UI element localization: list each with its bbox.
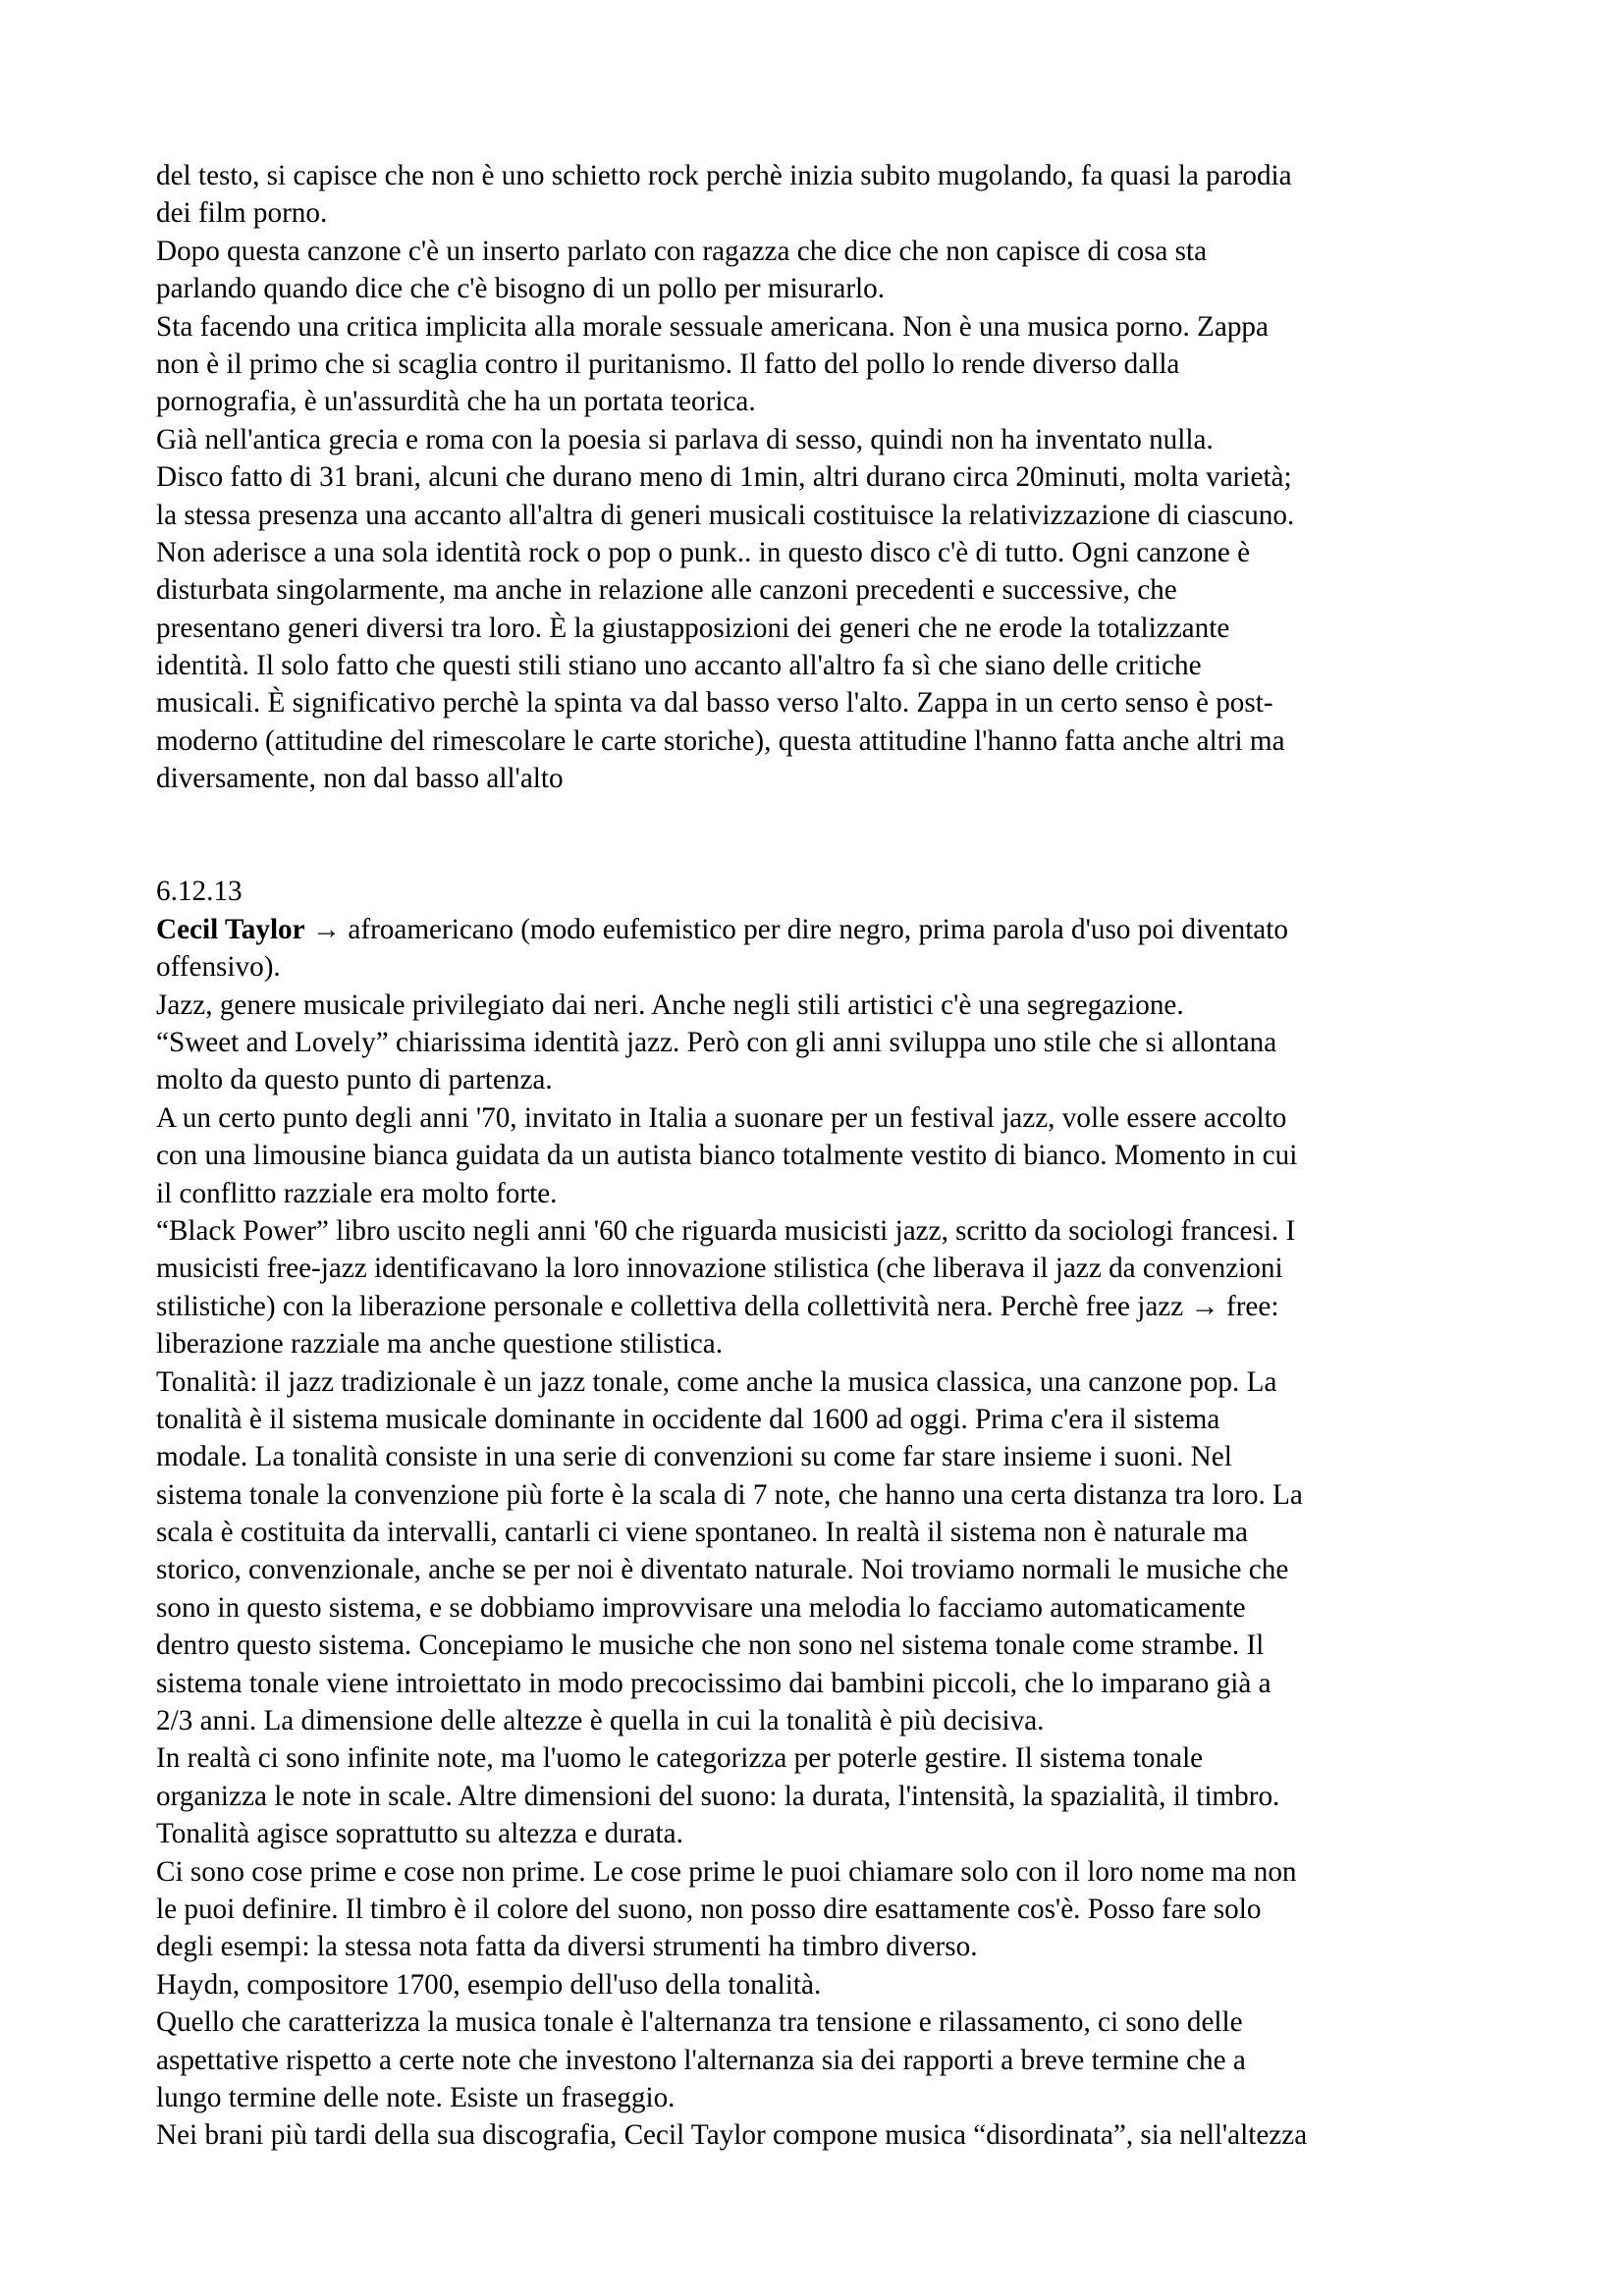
text-line: sono in questo sistema, e se dobbiamo improvvisare una melodia lo facciamo automaticamente — [156, 1591, 1246, 1624]
text-line: tonalità è il sistema musicale dominante in occidente dal 1600 ad oggi. Prima c'era il sistema — [156, 1403, 1220, 1435]
section-body — [156, 948, 1491, 2155]
text-line: il conflitto razziale era molto forte. — [156, 1177, 558, 1209]
text-line: Nei brani più tardi della sua discografia, Cecil Taylor compone musica “disordinata”, sia nell'altezza — [156, 2119, 1308, 2152]
lecture-date: 6.12.13 — [156, 876, 243, 908]
text-line: la stessa presenza una accanto all'altra di generi musicali costituisce la relativizzazione di ciascuno. — [156, 499, 1295, 531]
heading-rest: → afroamericano (modo eufemistico per dire negro, prima parola d'uso poi diventato — [304, 913, 1288, 945]
document-body — [156, 157, 1491, 2155]
text-line: In realtà ci sono infinite note, ma l'uomo le categorizza per poterle gestire. Il sistema tonale — [156, 1742, 1204, 1775]
text-line: pornografia, è un'assurdità che ha un portata teorica. — [156, 386, 756, 418]
text-line: “Black Power” libro uscito negli anni '60 che riguarda musicisti jazz, scritto da sociologi francesi. I — [156, 1214, 1296, 1247]
text-line: Dopo questa canzone c'è un inserto parlato con ragazza che dice che non capisce di cosa sta — [156, 235, 1208, 267]
text-line: le puoi definire. Il timbro è il colore del suono, non posso dire esattamente cos'è. Posso fare solo — [156, 1893, 1262, 1925]
heading-name: Cecil Taylor — [156, 913, 305, 945]
text-line: Disco fatto di 31 brani, alcuni che durano meno di 1min, altri durano circa 20minuti, molta varietà; — [156, 461, 1292, 494]
text-line: modale. La tonalità consiste in una serie di convenzioni su come far stare insieme i suoni. Nel — [156, 1441, 1232, 1473]
text-line: aspettative rispetto a certe note che investono l'alternanza sia dei rapporti a breve termine che a — [156, 2044, 1246, 2076]
text-line: sistema tonale la convenzione più forte è la scala di 7 note, che hanno una certa distanza tra loro. La — [156, 1478, 1303, 1511]
text-line: 2/3 anni. La dimensione delle altezze è quella in cui la tonalità è più decisiva. — [156, 1705, 1045, 1737]
text-line: lungo termine delle note. Esiste un fraseggio. — [156, 2081, 676, 2113]
text-line: Già nell'antica grecia e roma con la poesia si parlava di sesso, quindi non ha inventato nulla. — [156, 423, 1214, 455]
text-line: Tonalità agisce soprattutto su altezza e durata. — [156, 1818, 683, 1850]
text-line: molto da questo punto di partenza. — [156, 1064, 553, 1096]
section-zappa-notes — [156, 157, 1491, 798]
text-line: identità. Il solo fatto che questi stili stiano uno accanto all'altro fa sì che siano delle critiche — [156, 650, 1202, 682]
text-line: musicisti free-jazz identificavano la loro innovazione stilistica (che liberava il jazz da convenzioni — [156, 1253, 1283, 1285]
text-line: “Sweet and Lovely” chiarissima identità jazz. Però con gli anni sviluppa uno stile che si allontana — [156, 1026, 1277, 1058]
text-line: Quello che caratterizza la musica tonale è l'alternanza tra tensione e rilassamento, ci sono delle — [156, 2006, 1243, 2039]
text-line: del testo, si capisce che non è uno schietto rock perchè inizia subito mugolando, fa quasi la parodia — [156, 160, 1292, 191]
text-line: offensivo). — [156, 951, 281, 984]
cecil-taylor-heading — [156, 911, 1491, 948]
text-line: presentano generi diversi tra loro. È la giustapposizioni dei generi che ne erode la totalizzante — [156, 612, 1230, 644]
text-line: storico, convenzionale, anche se per noi è diventato naturale. Noi troviamo normali le musiche che — [156, 1554, 1289, 1586]
text-line: degli esempi: la stessa nota fatta da diversi strumenti ha timbro diverso. — [156, 1931, 978, 1963]
text-line: Sta facendo una critica implicita alla morale sessuale americana. Non è una musica porno. Zappa — [156, 310, 1269, 343]
section-cecil-taylor-notes — [156, 873, 1491, 2154]
text-line: sistema tonale viene introiettato in modo precocissimo dai bambini piccoli, che lo imparano già a — [156, 1667, 1271, 1699]
text-line: organizza le note in scale. Altre dimensioni del suono: la durata, l'intensità, la spazialità, il timbro. — [156, 1780, 1280, 1812]
blank-line — [156, 798, 1491, 835]
text-line: diversamente, non dal basso all'alto — [156, 763, 564, 795]
text-line: non è il primo che si scaglia contro il puritanismo. Il fatto del pollo lo rende diverso dalla — [156, 347, 1180, 380]
blank-line — [156, 835, 1491, 873]
text-line: parlando quando dice che c'è bisogno di un pollo per misurarlo. — [156, 273, 886, 305]
text-line: liberazione razziale ma anche questione stilistica. — [156, 1328, 723, 1361]
text-line: stilistiche) con la liberazione personale e collettiva della collettività nera. Perchè free jazz → free: — [156, 1290, 1279, 1322]
text-line: Haydn, compositore 1700, esempio dell'uso della tonalità. — [156, 1968, 822, 2001]
text-line: con una limousine bianca guidata da un autista bianco totalmente vestito di bianco. Momento in cui — [156, 1140, 1298, 1172]
text-line: Jazz, genere musicale privilegiato dai neri. Anche negli stili artistici c'è una segregazione. — [156, 988, 1184, 1021]
text-line: disturbata singolarmente, ma anche in relazione alle canzoni precedenti e successive, che — [156, 574, 1177, 607]
text-line: Ci sono cose prime e cose non prime. Le cose prime le puoi chiamare solo con il loro nome ma non — [156, 1855, 1297, 1888]
text-line: A un certo punto degli anni '70, invitato in Italia a suonare per un festival jazz, volle essere accolto — [156, 1101, 1287, 1134]
text-line: moderno (attitudine del rimescolare le carte storiche), questa attitudine l'hanno fatta anche altri ma — [156, 724, 1285, 757]
text-line: Non aderisce a una sola identità rock o pop o punk.. in questo disco c'è di tutto. Ogni canzone è — [156, 536, 1251, 568]
text-line: Tonalità: il jazz tradizionale è un jazz tonale, come anche la musica classica, una canzone pop. La — [156, 1365, 1277, 1398]
text-line: scala è costituita da intervalli, cantarli ci viene spontaneo. In realtà il sistema non è naturale ma — [156, 1517, 1248, 1549]
text-line: dentro questo sistema. Concepiamo le musiche che non sono nel sistema tonale come strambe. Il — [156, 1629, 1265, 1662]
text-line: musicali. È significativo perchè la spinta va dal basso verso l'alto. Zappa in un certo senso è post- — [156, 687, 1273, 720]
text-line: dei film porno. — [156, 197, 328, 230]
